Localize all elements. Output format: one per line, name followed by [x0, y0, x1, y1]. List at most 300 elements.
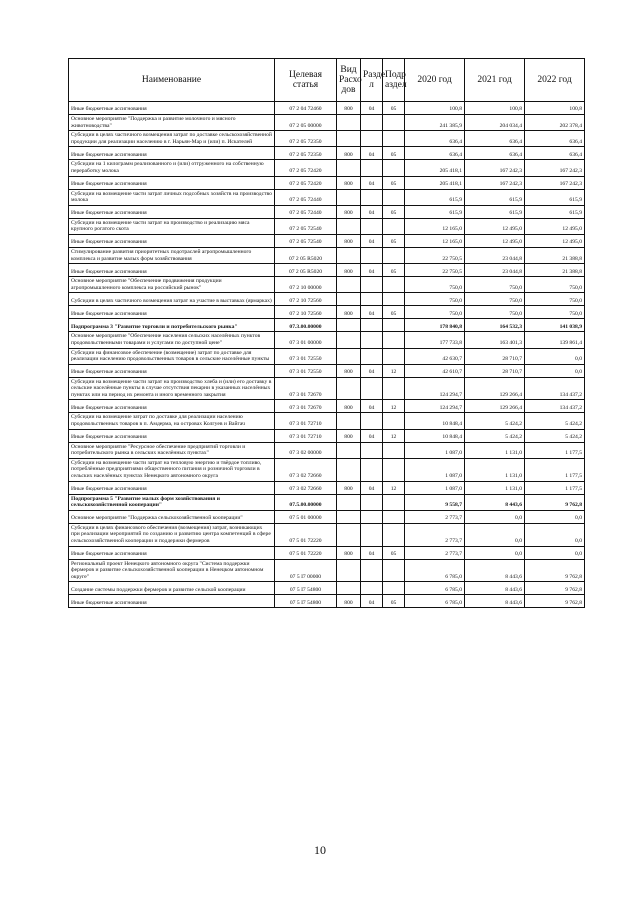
table-row: [69, 494, 585, 510]
table-row: [69, 559, 585, 582]
table-row: [69, 131, 585, 147]
cell-year-2022: 12 495,0: [525, 234, 585, 247]
cell-year-2022: 100,8: [525, 102, 585, 115]
cell-subsection: [383, 277, 405, 293]
table-row: [69, 102, 585, 115]
cell-year-2020: 241 385,9: [405, 115, 465, 131]
cell-year-2020: 42 610,7: [405, 364, 465, 377]
cell-year-2021: 5 424,2: [465, 429, 525, 442]
cell-target-code: 07 5 01 72220: [275, 546, 337, 559]
cell-year-2021: 164 532,3: [465, 319, 525, 332]
cell-year-2022: 9 762,8: [525, 595, 585, 608]
cell-target-code: 07 2 05 72420: [275, 160, 337, 176]
cell-subsection: [383, 559, 405, 582]
cell-name: Основное мероприятие "Поддержка и развитие молочного и мясного животноводства": [69, 115, 275, 131]
cell-target-code: 07.5.00.00000: [275, 494, 337, 510]
cell-expense-type: [337, 293, 361, 306]
cell-target-code: 07 2 05 R5020: [275, 247, 337, 263]
cell-target-code: 07 3 02 72660: [275, 458, 337, 481]
cell-subsection: [383, 293, 405, 306]
cell-target-code: 07 2 05 00000: [275, 115, 337, 131]
table-header-row: [69, 59, 585, 102]
cell-expense-type: [337, 510, 361, 523]
cell-section: [361, 348, 383, 364]
cell-year-2020: 2 773,7: [405, 523, 465, 546]
cell-section: [361, 247, 383, 263]
cell-year-2020: 6 785,0: [405, 582, 465, 595]
cell-section: 04: [361, 176, 383, 189]
cell-year-2020: 636,4: [405, 131, 465, 147]
cell-section: [361, 559, 383, 582]
cell-expense-type: [337, 442, 361, 458]
cell-year-2021: 615,9: [465, 189, 525, 205]
table-row: [69, 234, 585, 247]
cell-target-code: 07 2 04 72460: [275, 102, 337, 115]
cell-expense-type: [337, 377, 361, 400]
cell-year-2021: 750,0: [465, 306, 525, 319]
cell-subsection: [383, 348, 405, 364]
cell-section: 04: [361, 234, 383, 247]
table-row: [69, 364, 585, 377]
cell-year-2020: 750,0: [405, 293, 465, 306]
table-row: [69, 115, 585, 131]
table-row: [69, 442, 585, 458]
header-subsection: Подр аздел: [383, 59, 405, 102]
cell-target-code: 07 3 01 72710: [275, 429, 337, 442]
cell-section: 04: [361, 546, 383, 559]
cell-target-code: 07 2 05 72350: [275, 147, 337, 160]
cell-year-2021: 23 044,8: [465, 264, 525, 277]
table-row: [69, 293, 585, 306]
cell-subsection: 12: [383, 364, 405, 377]
cell-subsection: [383, 160, 405, 176]
table-row: [69, 400, 585, 413]
cell-expense-type: [337, 319, 361, 332]
cell-year-2021: 5 424,2: [465, 413, 525, 429]
cell-section: 04: [361, 102, 383, 115]
cell-year-2020: 124 294,7: [405, 377, 465, 400]
cell-name: Основное мероприятие "Ресурсное обеспечение предприятий торговли и потребительского рынка в сельских населённых пунктах": [69, 442, 275, 458]
table-row: [69, 247, 585, 263]
cell-year-2022: 139 861,4: [525, 332, 585, 348]
cell-name: Субсидии на возмещение затрат по доставке для реализации населению продовольственных товаров в п. Амдерма, на островах Колгуев и Вайгач: [69, 413, 275, 429]
cell-year-2020: 6 785,0: [405, 595, 465, 608]
cell-expense-type: [337, 115, 361, 131]
cell-name: Субсидии на финансовое обеспечение (возмещение) затрат по доставке для реализации населению продовольственных товаров в сельские населённые пункты: [69, 348, 275, 364]
cell-year-2021: 615,9: [465, 205, 525, 218]
table-row: [69, 481, 585, 494]
cell-year-2021: 1 131,0: [465, 442, 525, 458]
table-row: [69, 160, 585, 176]
cell-year-2022: 615,9: [525, 189, 585, 205]
cell-name: Иные бюджетные ассигнования: [69, 481, 275, 494]
cell-expense-type: 800: [337, 429, 361, 442]
cell-name: Иные бюджетные ассигнования: [69, 364, 275, 377]
cell-name: Создание системы поддержки фермеров и развитие сельской кооперации: [69, 582, 275, 595]
cell-subsection: [383, 319, 405, 332]
cell-expense-type: [337, 277, 361, 293]
cell-year-2020: 750,0: [405, 277, 465, 293]
cell-target-code: 07 5 01 72220: [275, 523, 337, 546]
cell-name: Субсидии на 1 килограмм реализованного и (или) отгруженного на собственную переработку молока: [69, 160, 275, 176]
cell-subsection: [383, 377, 405, 400]
cell-name: Субсидии в целях частичного возмещения затрат на участие в выставках (ярмарках): [69, 293, 275, 306]
table-row: [69, 189, 585, 205]
cell-expense-type: [337, 348, 361, 364]
table-row: [69, 176, 585, 189]
cell-subsection: 05: [383, 102, 405, 115]
cell-year-2020: 205 418,1: [405, 176, 465, 189]
cell-expense-type: 800: [337, 176, 361, 189]
cell-expense-type: 800: [337, 147, 361, 160]
cell-section: [361, 523, 383, 546]
cell-section: [361, 494, 383, 510]
cell-year-2020: 1 087,0: [405, 442, 465, 458]
cell-year-2022: 21 388,8: [525, 247, 585, 263]
table-row: [69, 264, 585, 277]
cell-year-2022: 1 177,5: [525, 458, 585, 481]
cell-year-2020: 12 165,0: [405, 218, 465, 234]
cell-year-2021: 750,0: [465, 277, 525, 293]
budget-document: [68, 58, 584, 608]
cell-expense-type: [337, 523, 361, 546]
table-row: [69, 319, 585, 332]
cell-year-2021: 0,0: [465, 510, 525, 523]
header-year-2021: 2021 год: [465, 59, 525, 102]
cell-subsection: [383, 131, 405, 147]
table-row: [69, 546, 585, 559]
cell-year-2020: 10 848,4: [405, 413, 465, 429]
cell-year-2021: 12 495,0: [465, 234, 525, 247]
cell-subsection: 05: [383, 546, 405, 559]
table-row: [69, 429, 585, 442]
cell-year-2022: 9 762,8: [525, 582, 585, 595]
cell-target-code: 07 2 05 72440: [275, 189, 337, 205]
cell-year-2022: 0,0: [525, 510, 585, 523]
cell-expense-type: [337, 218, 361, 234]
cell-year-2021: 1 131,0: [465, 481, 525, 494]
cell-year-2021: 0,0: [465, 546, 525, 559]
cell-subsection: [383, 189, 405, 205]
cell-year-2021: 28 710,7: [465, 348, 525, 364]
cell-target-code: 07 5 I7 54800: [275, 582, 337, 595]
cell-section: 04: [361, 364, 383, 377]
cell-subsection: 05: [383, 176, 405, 189]
cell-section: [361, 377, 383, 400]
header-target-code: Целевая статья: [275, 59, 337, 102]
cell-target-code: 07 3 01 72550: [275, 348, 337, 364]
table-row: [69, 595, 585, 608]
cell-year-2021: 12 495,0: [465, 218, 525, 234]
cell-year-2020: 124 294,7: [405, 400, 465, 413]
cell-target-code: 07 2 05 72420: [275, 176, 337, 189]
cell-name: Подпрограмма 3 "Развитие торговли и потребительского рынка": [69, 319, 275, 332]
cell-name: Основное мероприятие "Обеспечение продвижения продукции агропромышленного комплекса на российский рынок": [69, 277, 275, 293]
cell-year-2020: 2 773,7: [405, 510, 465, 523]
cell-target-code: 07 5 I7 54800: [275, 595, 337, 608]
cell-year-2020: 750,0: [405, 306, 465, 319]
cell-name: Основное мероприятие "Обеспечение населения сельских населённых пунктов продовольственными товарами и услугами по доступной цене": [69, 332, 275, 348]
table-row: [69, 523, 585, 546]
cell-section: [361, 582, 383, 595]
cell-subsection: 12: [383, 481, 405, 494]
cell-target-code: 07 3 01 00000: [275, 332, 337, 348]
cell-year-2022: 202 378,4: [525, 115, 585, 131]
cell-year-2022: 0,0: [525, 546, 585, 559]
cell-section: [361, 293, 383, 306]
cell-name: Субсидии в целях частичного возмещения затрат по доставке сельскохозяйственной продукции для реализации населению в г. Нарьян-Мар и (или) п. Искателей: [69, 131, 275, 147]
cell-section: [361, 458, 383, 481]
cell-subsection: [383, 510, 405, 523]
cell-year-2020: 12 165,0: [405, 234, 465, 247]
cell-target-code: 07 3 01 72670: [275, 400, 337, 413]
cell-expense-type: 800: [337, 481, 361, 494]
cell-year-2022: 750,0: [525, 277, 585, 293]
cell-target-code: 07 3 02 00000: [275, 442, 337, 458]
cell-name: Иные бюджетные ассигнования: [69, 147, 275, 160]
cell-name: Субсидии на возмещение части затрат на тепловую энергию и твёрдое топливо, потреблённые предприятиями общественного питания и розничной торговли в сельских населённых пунктах Ненецкого автономного округа: [69, 458, 275, 481]
cell-name: Региональный проект Ненецкого автономного округа "Система поддержки фермеров и развитие сельскохозяйственной кооперации в Ненецком автономном округе": [69, 559, 275, 582]
cell-section: 04: [361, 147, 383, 160]
cell-target-code: 07 3 01 72710: [275, 413, 337, 429]
budget-table: [68, 58, 585, 608]
cell-name: Иные бюджетные ассигнования: [69, 306, 275, 319]
cell-expense-type: [337, 413, 361, 429]
cell-section: 04: [361, 205, 383, 218]
table-row: [69, 510, 585, 523]
cell-year-2021: 23 044,8: [465, 247, 525, 263]
cell-year-2020: 9 558,7: [405, 494, 465, 510]
cell-year-2020: 1 087,0: [405, 481, 465, 494]
cell-name: Иные бюджетные ассигнования: [69, 234, 275, 247]
cell-section: [361, 277, 383, 293]
cell-year-2021: 28 710,7: [465, 364, 525, 377]
header-section: Разде л: [361, 59, 383, 102]
cell-year-2021: 8 443,6: [465, 582, 525, 595]
cell-subsection: [383, 413, 405, 429]
cell-target-code: 07 3 01 72670: [275, 377, 337, 400]
cell-expense-type: 800: [337, 306, 361, 319]
cell-year-2020: 22 750,5: [405, 247, 465, 263]
table-row: [69, 332, 585, 348]
cell-name: Иные бюджетные ассигнования: [69, 429, 275, 442]
table-row: [69, 306, 585, 319]
cell-year-2021: 636,4: [465, 131, 525, 147]
cell-name: Субсидии на возмещение части затрат на производство и реализацию мяса крупного рогатого скота: [69, 218, 275, 234]
cell-year-2022: 21 388,8: [525, 264, 585, 277]
cell-year-2021: 129 266,4: [465, 400, 525, 413]
cell-target-code: 07 2 10 00000: [275, 277, 337, 293]
cell-section: 04: [361, 595, 383, 608]
cell-year-2020: 6 785,0: [405, 559, 465, 582]
cell-year-2022: 1 177,5: [525, 442, 585, 458]
cell-year-2020: 177 733,8: [405, 332, 465, 348]
cell-expense-type: [337, 582, 361, 595]
cell-section: 04: [361, 264, 383, 277]
cell-expense-type: [337, 559, 361, 582]
cell-year-2022: 12 495,0: [525, 218, 585, 234]
cell-year-2021: 100,8: [465, 102, 525, 115]
table-row: [69, 377, 585, 400]
cell-year-2021: 0,0: [465, 523, 525, 546]
cell-subsection: 05: [383, 306, 405, 319]
header-year-2022: 2022 год: [525, 59, 585, 102]
cell-target-code: 07 5 I7 00000: [275, 559, 337, 582]
table-row: [69, 458, 585, 481]
cell-year-2022: 134 437,2: [525, 400, 585, 413]
cell-year-2021: 204 034,4: [465, 115, 525, 131]
cell-year-2022: 1 177,5: [525, 481, 585, 494]
cell-target-code: 07 2 05 72350: [275, 131, 337, 147]
cell-name: Субсидии на возмещение части затрат на производство хлеба и (или) его доставку в сельские населённые пункты в случае отсутствия пекарни в указанных населённых пунктах или на период их ремонта и иного временного закрытия: [69, 377, 275, 400]
table-row: [69, 147, 585, 160]
header-year-2020: 2020 год: [405, 59, 465, 102]
cell-section: [361, 510, 383, 523]
cell-name: Субсидии в целях финансового обеспечения (возмещения) затрат, возникающих при реализации мероприятий по созданию и развитию центра компетенций в сфере сельскохозяйственной кооперации и поддержки фермеров: [69, 523, 275, 546]
cell-expense-type: 800: [337, 364, 361, 377]
cell-subsection: 05: [383, 595, 405, 608]
cell-year-2020: 1 087,0: [405, 458, 465, 481]
cell-expense-type: 800: [337, 264, 361, 277]
cell-section: [361, 115, 383, 131]
cell-year-2022: 0,0: [525, 364, 585, 377]
cell-expense-type: 800: [337, 546, 361, 559]
cell-subsection: 12: [383, 429, 405, 442]
cell-expense-type: [337, 247, 361, 263]
cell-name: Иные бюджетные ассигнования: [69, 400, 275, 413]
cell-year-2022: 615,9: [525, 205, 585, 218]
cell-year-2020: 636,4: [405, 147, 465, 160]
cell-target-code: 07 2 10 72560: [275, 293, 337, 306]
cell-year-2022: 0,0: [525, 523, 585, 546]
cell-target-code: 07 3 01 72550: [275, 364, 337, 377]
cell-year-2022: 134 437,2: [525, 377, 585, 400]
header-name: Наименование: [69, 59, 275, 102]
cell-subsection: 05: [383, 234, 405, 247]
cell-section: [361, 160, 383, 176]
cell-name: Иные бюджетные ассигнования: [69, 102, 275, 115]
cell-section: 04: [361, 306, 383, 319]
cell-year-2020: 615,9: [405, 189, 465, 205]
cell-target-code: 07 2 10 72560: [275, 306, 337, 319]
table-row: [69, 348, 585, 364]
page-number: 10: [314, 843, 326, 857]
cell-year-2021: 636,4: [465, 147, 525, 160]
cell-year-2021: 167 242,3: [465, 160, 525, 176]
cell-subsection: 05: [383, 264, 405, 277]
cell-year-2020: 42 630,7: [405, 348, 465, 364]
cell-year-2021: 1 131,0: [465, 458, 525, 481]
cell-year-2020: 10 848,4: [405, 429, 465, 442]
cell-subsection: [383, 332, 405, 348]
table-row: [69, 413, 585, 429]
header-expense-type: Вид Расхо дов: [337, 59, 361, 102]
cell-year-2022: 750,0: [525, 293, 585, 306]
cell-subsection: [383, 442, 405, 458]
cell-year-2022: 750,0: [525, 306, 585, 319]
cell-year-2021: 750,0: [465, 293, 525, 306]
cell-year-2021: 163 401,3: [465, 332, 525, 348]
cell-section: [361, 131, 383, 147]
cell-expense-type: [337, 160, 361, 176]
cell-expense-type: 800: [337, 595, 361, 608]
cell-subsection: [383, 494, 405, 510]
cell-name: Иные бюджетные ассигнования: [69, 546, 275, 559]
cell-year-2022: 636,4: [525, 147, 585, 160]
cell-name: Субсидии на возмещение части затрат личных подсобных хозяйств на производство молока: [69, 189, 275, 205]
cell-expense-type: [337, 494, 361, 510]
cell-section: [361, 218, 383, 234]
cell-expense-type: [337, 458, 361, 481]
cell-subsection: [383, 458, 405, 481]
cell-subsection: 05: [383, 205, 405, 218]
cell-section: [361, 332, 383, 348]
cell-year-2020: 205 418,1: [405, 160, 465, 176]
cell-subsection: [383, 582, 405, 595]
cell-name: Иные бюджетные ассигнования: [69, 205, 275, 218]
cell-name: Стимулирование развития приоритетных подотраслей агропромышленного комплекса и развитие малых форм хозяйствования: [69, 247, 275, 263]
cell-name: Подпрограмма 5 "Развитие малых форм хозяйствования и сельскохозяйственной кооперации": [69, 494, 275, 510]
cell-section: 04: [361, 429, 383, 442]
cell-year-2020: 178 840,8: [405, 319, 465, 332]
cell-name: Иные бюджетные ассигнования: [69, 264, 275, 277]
cell-name: Основное мероприятие "Поддержка сельскохозяйственной кооперации": [69, 510, 275, 523]
table-row: [69, 218, 585, 234]
cell-year-2020: 22 750,5: [405, 264, 465, 277]
cell-year-2020: 100,8: [405, 102, 465, 115]
cell-section: [361, 413, 383, 429]
cell-year-2021: 8 443,6: [465, 559, 525, 582]
cell-section: [361, 442, 383, 458]
cell-year-2021: 167 242,3: [465, 176, 525, 189]
table-row: [69, 205, 585, 218]
cell-name: Иные бюджетные ассигнования: [69, 595, 275, 608]
cell-year-2021: 8 443,6: [465, 494, 525, 510]
cell-subsection: 12: [383, 400, 405, 413]
cell-expense-type: 800: [337, 102, 361, 115]
cell-subsection: [383, 115, 405, 131]
cell-name: Иные бюджетные ассигнования: [69, 176, 275, 189]
cell-target-code: 07 5 01 00000: [275, 510, 337, 523]
cell-target-code: 07 2 05 72440: [275, 205, 337, 218]
table-row: [69, 277, 585, 293]
cell-expense-type: 800: [337, 205, 361, 218]
cell-expense-type: [337, 131, 361, 147]
cell-year-2022: 5 424,2: [525, 429, 585, 442]
cell-target-code: 07.3.00.00000: [275, 319, 337, 332]
cell-expense-type: [337, 332, 361, 348]
cell-year-2020: 2 773,7: [405, 546, 465, 559]
table-row: [69, 582, 585, 595]
cell-year-2020: 615,9: [405, 205, 465, 218]
cell-year-2022: 167 242,3: [525, 160, 585, 176]
cell-section: 04: [361, 400, 383, 413]
cell-target-code: 07 2 05 72540: [275, 218, 337, 234]
cell-subsection: [383, 247, 405, 263]
cell-target-code: 07 3 02 72660: [275, 481, 337, 494]
cell-year-2022: 167 242,3: [525, 176, 585, 189]
cell-year-2022: 636,4: [525, 131, 585, 147]
cell-year-2022: 141 038,9: [525, 319, 585, 332]
cell-section: 04: [361, 481, 383, 494]
cell-year-2022: 9 762,8: [525, 559, 585, 582]
cell-year-2021: 8 443,6: [465, 595, 525, 608]
cell-target-code: 07 2 05 72540: [275, 234, 337, 247]
cell-subsection: [383, 523, 405, 546]
cell-section: [361, 189, 383, 205]
cell-expense-type: [337, 189, 361, 205]
cell-subsection: 05: [383, 147, 405, 160]
